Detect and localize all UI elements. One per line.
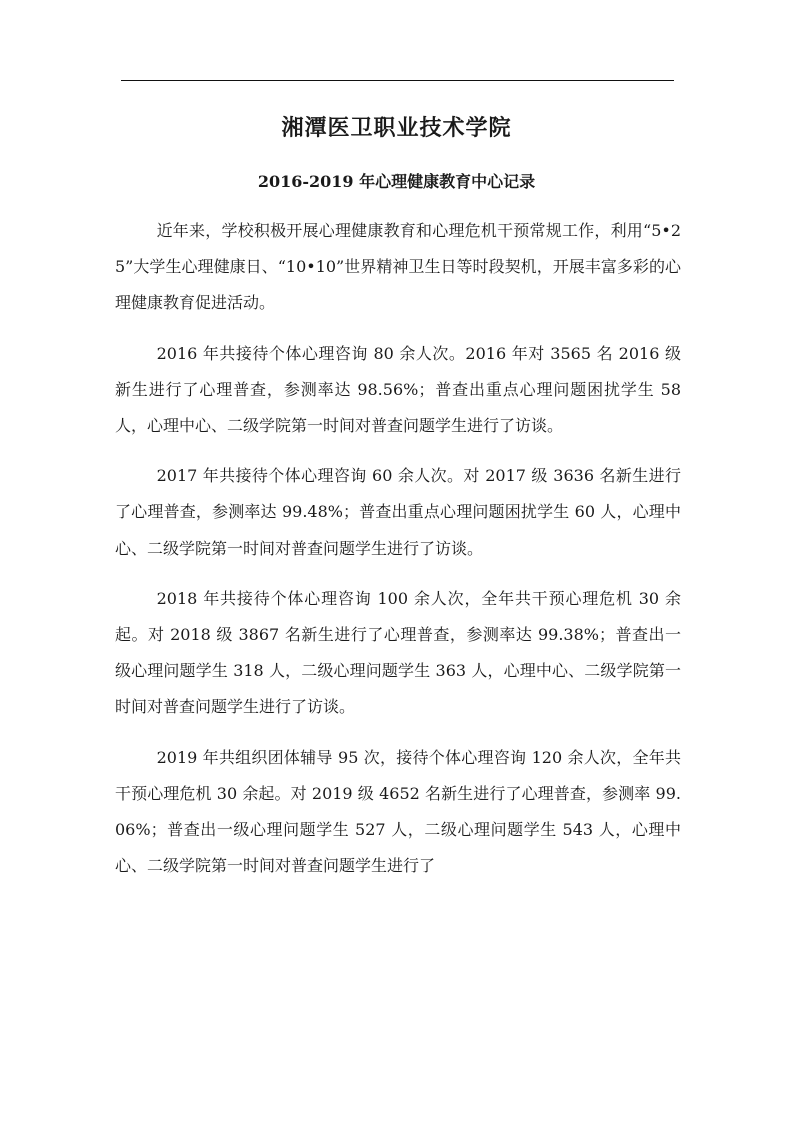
document-subtitle: 2016-2019 年心理健康教育中心记录	[257, 172, 536, 191]
paragraph-2019: 2019 年共组织团体辅导 95 次，接待个体心理咨询 120 余人次，全年共干预心理危机 30 余起。对 2019 级 4652 名新生进行了心理普查，参测率 99.06%；普查出一级心理问题学生 527 人，二级心理问题学生 543 人，心理中心、二级学院第一时间对普查问题学生进行了	[115, 747, 681, 876]
paragraph-intro: 近年来，学校积极开展心理健康教育和心理危机干预常规工作，利用“5•25”大学生心理健康日、“10•10”世界精神卫生日等时段契机，开展丰富多彩的心理健康教育促进活动。	[115, 221, 681, 313]
header-rule	[121, 80, 674, 81]
document-title: 湘潭医卫职业技术学院	[281, 115, 512, 141]
document-body	[115, 213, 681, 884]
paragraph-2017: 2017 年共接待个体心理咨询 60 余人次。对 2017 级 3636 名新生进行了心理普查，参测率达 99.48%；普查出重点心理问题困扰学生 60 人，心理中心、二级学院第一时间对普查问题学生进行了访谈。	[115, 466, 681, 558]
paragraph-2018: 2018 年共接待个体心理咨询 100 余人次，全年共干预心理危机 30 余起。对 2018 级 3867 名新生进行了心理普查，参测率达 99.38%；普查出一级心理问题学生 318 人，二级心理问题学生 363 人，心理中心、二级学院第一时间对普查问题学生进行了访谈。	[115, 588, 681, 717]
paragraph-2016: 2016 年共接待个体心理咨询 80 余人次。2016 年对 3565 名 2016 级新生进行了心理普查，参测率达 98.56%；普查出重点心理问题困扰学生 58 人，心理中心、二级学院第一时间对普查问题学生进行了访谈。	[115, 343, 681, 436]
